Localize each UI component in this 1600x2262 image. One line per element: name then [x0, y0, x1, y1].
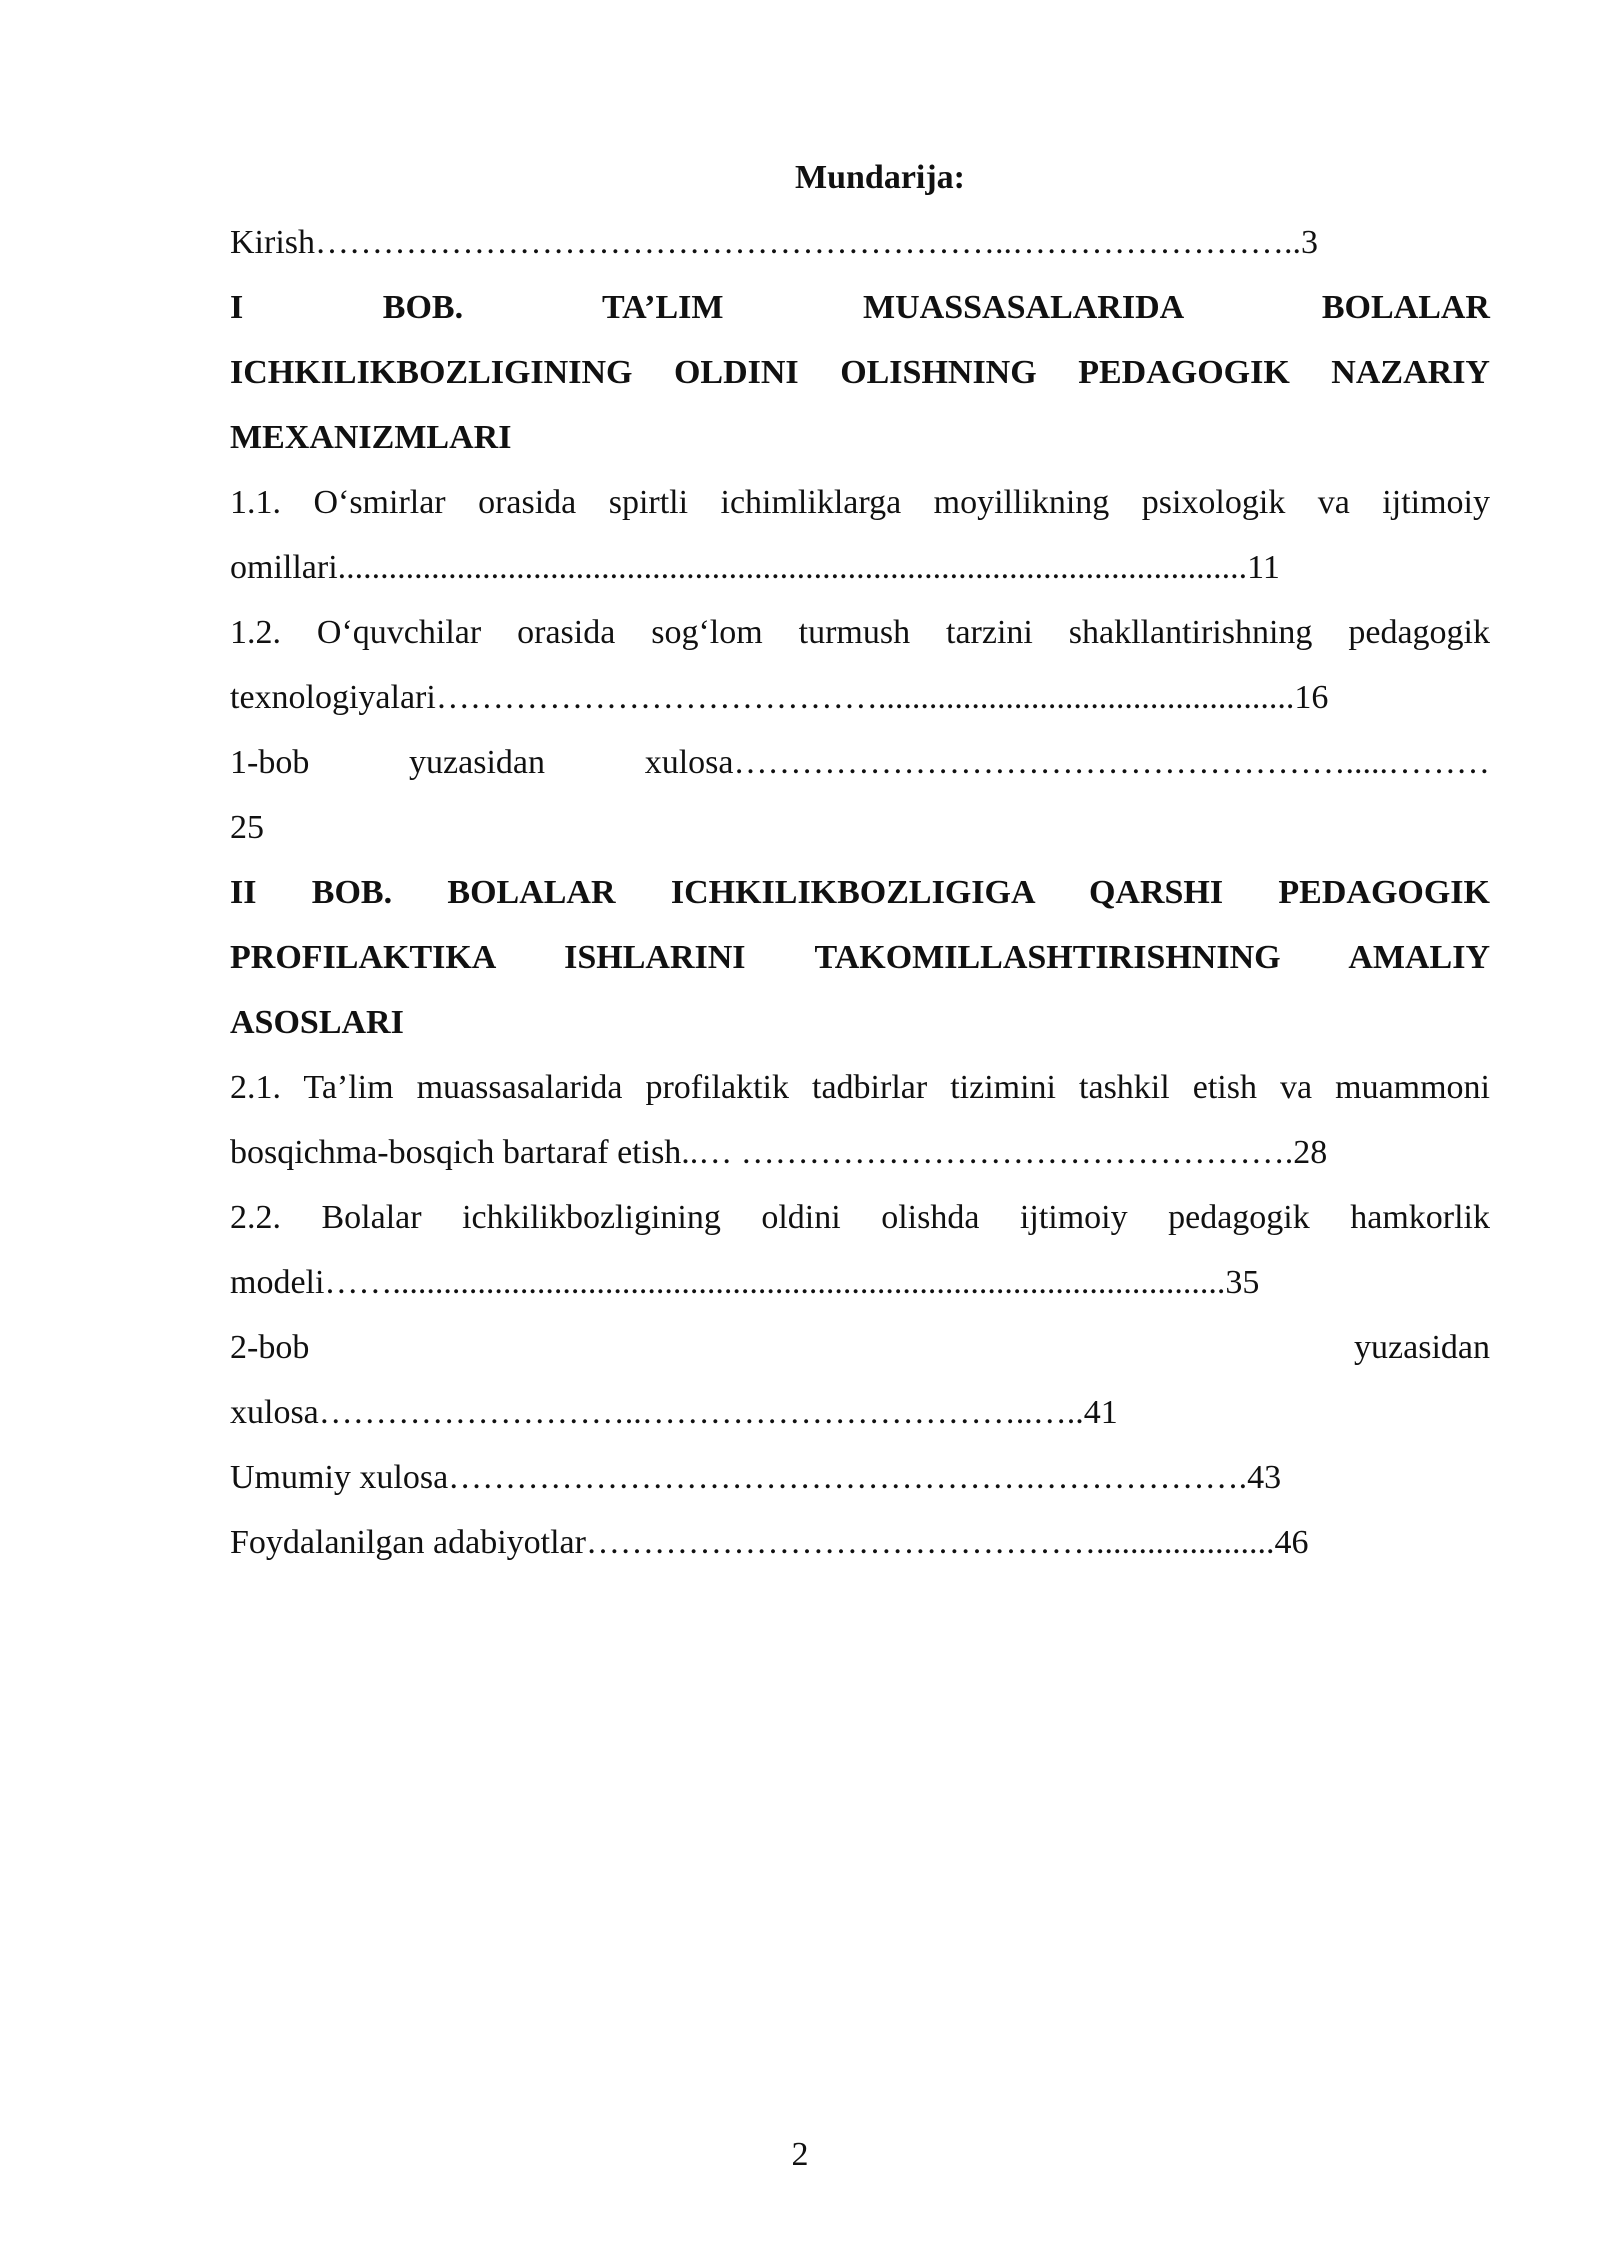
toc-section-1-2-line-2: texnologiyalari………………………………….................................................16 [230, 679, 1329, 716]
toc-chapter-1-conclusion-line-1: 1-bob yuzasidan xulosa……………………………………………….....……… [230, 744, 1490, 781]
page-number: 2 [791, 2136, 809, 2173]
toc-section-2-1-line-2: bosqichma-bosqich bartaraf etish..… ………………………………………….28 [230, 1134, 1328, 1171]
toc-chapter-2-heading-line-2: PROFILAKTIKA ISHLARINI TAKOMILLASHTIRISHNING AMALIY [230, 939, 1490, 976]
toc-entry-references: Foydalanilgan adabiyotlar……………………………………….....................46 [230, 1524, 1309, 1561]
toc-section-2-2-line-1: 2.2. Bolalar ichkilikbozligining oldini olishda ijtimoiy pedagogik hamkorlik [230, 1199, 1490, 1236]
toc-section-1-1-line-2: omillari...........................................................................................................11 [230, 549, 1280, 586]
toc-chapter-2-heading-line-3: ASOSLARI [230, 1004, 404, 1041]
toc-entry-introduction: Kirish……………………………………………………..……………………..3 [230, 224, 1318, 261]
toc-chapter-1-heading-line-3: MEXANIZMLARI [230, 419, 512, 456]
toc-section-1-2-line-1: 1.2. O‘quvchilar orasida sog‘lom turmush tarzini shakllantirishning pedagogik [230, 614, 1490, 651]
table-of-contents [230, 145, 1490, 1575]
toc-entry-general-conclusion: Umumiy xulosa…………………………………………….……………….43 [230, 1459, 1282, 1496]
toc-chapter-2-conclusion-line-1: 2-bob yuzasidan [230, 1329, 1490, 1366]
toc-chapter-1-heading-line-1: I BOB. TA’LIM MUASSASALARIDA BOLALAR [230, 289, 1490, 326]
toc-chapter-2-conclusion-line-2: xulosa………………………..……………………………..…..41 [230, 1394, 1118, 1431]
toc-section-1-1-line-1: 1.1. O‘smirlar orasida spirtli ichimliklarga moyillikning psixologik va ijtimoiy [230, 484, 1490, 521]
toc-chapter-1-heading-line-2: ICHKILIKBOZLIGINING OLDINI OLISHNING PEDAGOGIK NAZARIY [230, 354, 1490, 391]
toc-title: Mundarija: [795, 159, 965, 196]
toc-section-2-2-line-2: modeli……..................................................................................................35 [230, 1264, 1260, 1301]
toc-section-2-1-line-1: 2.1. Ta’lim muassasalarida profilaktik tadbirlar tizimini tashkil etish va muammoni [230, 1069, 1490, 1106]
toc-chapter-2-heading-line-1: II BOB. BOLALAR ICHKILIKBOZLIGIGA QARSHI PEDAGOGIK [230, 874, 1490, 911]
toc-chapter-1-conclusion-line-2: 25 [230, 809, 264, 846]
